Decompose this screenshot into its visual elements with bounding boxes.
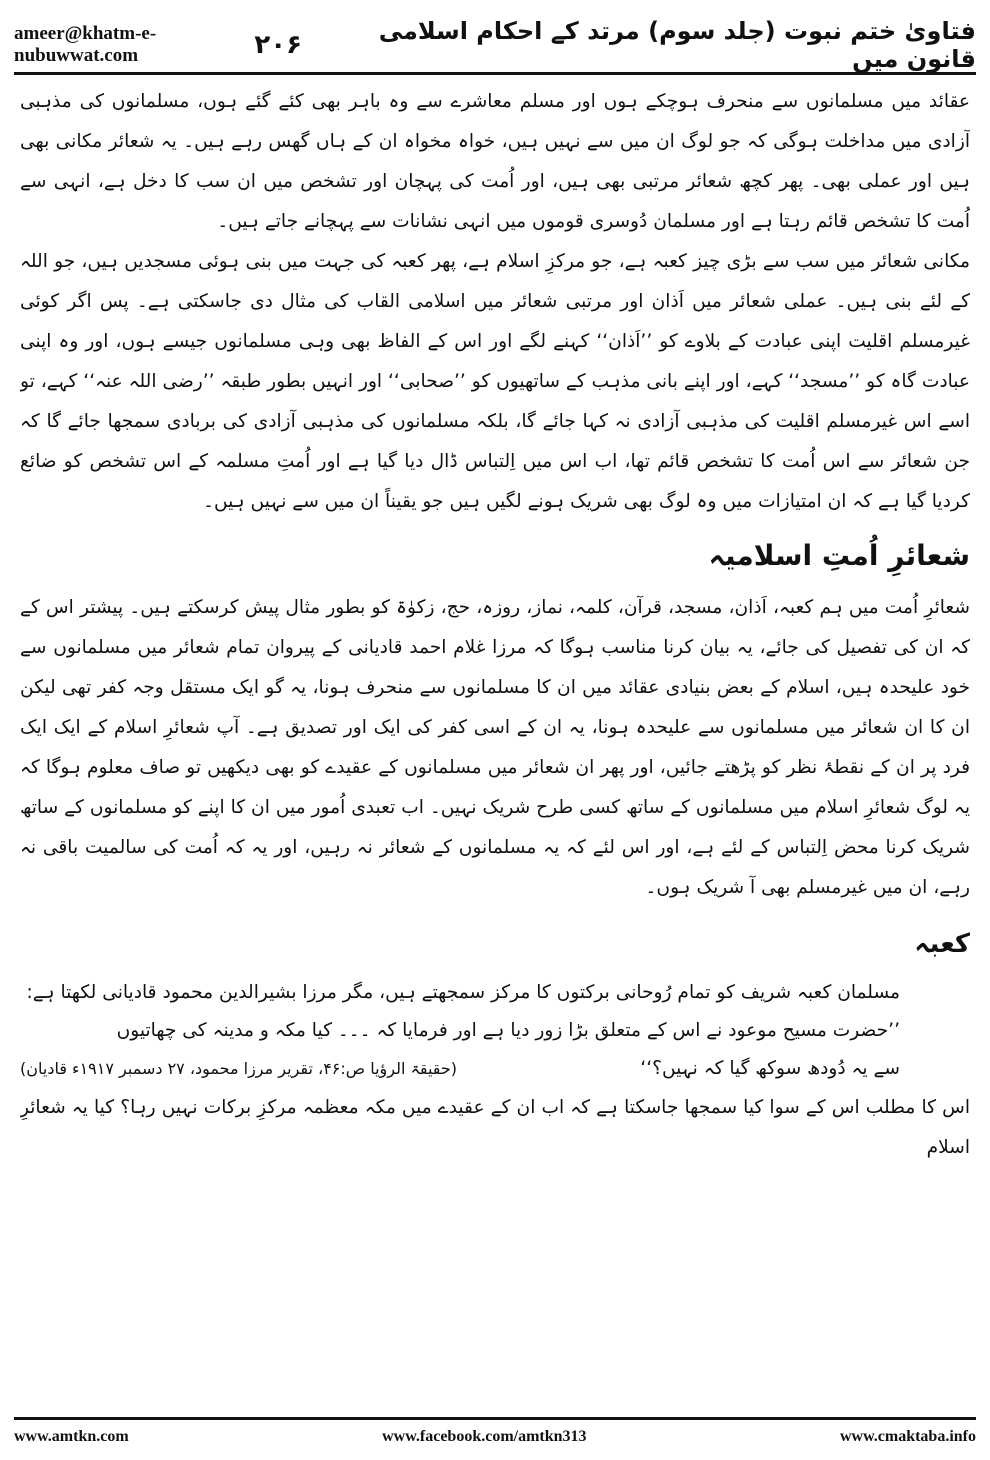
paragraph-1: عقائد میں مسلمانوں سے منحرف ہوچکے ہوں اور مسلم معاشرے سے وہ باہر بھی کئے گئے ہوں، مسلمانوں کی مذہبی آزادی میں مداخلت ہوگی کہ جو لوگ ان میں سے نہیں ہیں، خواہ مخواہ ان کے ہاں گھس رہے ہیں۔ یہ شعائر مکانی بھی ہیں اور عملی بھی۔ پھر کچھ شعائر مرتبی بھی ہیں، اور اُمت کی پہچان اور تشخص میں ان سب کا دخل ہے، انہی سے اُمت کا تشخص قائم رہتا ہے اور مسلمان دُوسری قوموں میں انہی نشانات سے پہچانے جاتے ہیں۔	[20, 91, 970, 232]
footer-link-cmaktaba[interactable]: www.cmaktaba.info	[839, 1428, 976, 1445]
footer-divider	[14, 1417, 976, 1420]
book-title: فتاویٰ ختم نبوت (جلد سوم) مرتد کے احکام اسلامی قانون میں	[378, 17, 976, 73]
quote-block	[20, 974, 970, 1088]
quote-line-1: ’’حضرت مسیح موعود نے اس کے متعلق بڑا زور دیا ہے اور فرمایا کہ ۔۔۔ کیا مکہ و مدینہ کی چھاتیوں	[116, 1020, 900, 1041]
quote-source: (حقیقۃ الرؤیا ص:۴۶، تقریر مرزا محمود، ۲۷ دسمبر ۱۹۱۷ء قادیان)	[20, 1059, 458, 1078]
paragraph-2: مکانی شعائر میں سب سے بڑی چیز کعبہ ہے، جو مرکزِ اسلام ہے، پھر کعبہ کی جہت میں بنی ہوئی مسجدیں ہیں، جو اللہ کے لئے بنی ہیں۔ عملی شعائر میں اَذان اور مرتبی شعائر میں اسلامی القاب کی مثال دی جاسکتی ہے۔ پس اگر کوئی غیرمسلم اقلیت اپنی عبادت کے بلاوے کو ’’اَذان‘‘ کہنے لگے اور اس کے الفاظ بھی وہی مسلمانوں جیسے ہوں، اور وہ اپنی عبادت گاہ کو ’’مسجد‘‘ کہے، اور اپنے بانی مذہب کے ساتھیوں کو ’’صحابی‘‘ اور انہیں بطور طبقہ ’’رضی اللہ عنہ‘‘ کہے، تو اسے اس غیرمسلم اقلیت کی مذہبی آزادی نہ کہا جائے گا، بلکہ مسلمانوں کی مذہبی آزادی کی بربادی سمجھا جائے گا کہ جن شعائر سے اس اُمت کا تشخص قائم تھا، اب اس میں اِلتباس ڈال دیا گیا ہے اور اُمتِ مسلمہ کے اس تشخص کو ضائع کردیا گیا ہے کہ ان امتیازات میں وہ لوگ بھی شریک ہونے لگیں ہیں جو یقیناً ان میں سے نہیں ہیں۔	[20, 251, 970, 512]
page-number: ۲۰۶	[254, 30, 303, 60]
page-header	[14, 17, 976, 73]
footer-link-amtkn[interactable]: www.amtkn.com	[14, 1428, 129, 1445]
section-heading-kaaba: کعبہ	[914, 929, 970, 959]
section-heading-shaair: شعائرِ اُمتِ اسلامیہ	[708, 539, 970, 572]
header-divider	[14, 72, 976, 75]
page-footer	[14, 1424, 976, 1450]
paragraph-4: اس کا مطلب اس کے سوا کیا سمجھا جاسکتا ہے کہ اب ان کے عقیدے میں مکہ معظمہ مرکزِ برکات نہیں رہا؟ کیا یہ شعائرِ اسلام	[20, 1097, 970, 1158]
paragraph-3: شعائرِ اُمت میں ہم کعبہ، اَذان، مسجد، قرآن، کلمہ، نماز، روزہ، حج، زکوٰۃ کو بطور مثال پیش کرسکتے ہیں۔ پیشتر اس کے کہ ان کی تفصیل کی جائے، یہ بیان کرنا مناسب ہوگا کہ مرزا غلام احمد قادیانی کے پیروان تمام شعائر میں مسلمانوں سے خود علیحدہ ہیں، اسلام کے بعض بنیادی عقائد میں ان کا مسلمانوں سے منحرف ہونا، یہ گو ایک مستقل وجہ کفر تھی لیکن ان کا ان شعائر میں مسلمانوں سے علیحدہ ہونا، یہ ان کے اسی کفر کی ایک اور تصدیق ہے۔ آپ شعائرِ اسلام کے ایک ایک فرد پر ان کے نقطۂ نظر کو پڑھتے جائیں، اور پھر ان شعائر میں مسلمانوں کے عقیدے کو بھی دیکھیں تو صاف معلوم ہوگا کہ یہ لوگ شعائرِ اسلام میں مسلمانوں کے ساتھ کسی طرح شریک نہیں۔ اب تعبدی اُمور میں ان کا اپنے کو مسلمانوں کے ساتھ شریک کرنا محض اِلتباس کے لئے ہے، اور اس لئے کہ یہ مسلمانوں کے شعائر نہ رہیں، اور یہ کہ اُمت کی سالمیت باقی نہ رہے، ان میں غیرمسلم بھی آ شریک ہوں۔	[20, 597, 970, 898]
quote-intro: مسلمان کعبہ شریف کو تمام رُوحانی برکتوں کا مرکز سمجھتے ہیں، مگر مرزا بشیرالدین محمود قادیانی لکھتا ہے:	[26, 982, 900, 1003]
page-content	[20, 82, 970, 1412]
header-title-group	[254, 17, 976, 73]
footer-link-facebook[interactable]: www.facebook.com/amtkn313	[382, 1428, 587, 1445]
header-email[interactable]: ameer@khatm-e-nubuwwat.com	[14, 23, 157, 66]
quote-line-2-row	[20, 1050, 900, 1088]
quote-line-2: سے یہ دُودھ سوکھ گیا کہ نہیں؟‘‘	[640, 1058, 900, 1079]
